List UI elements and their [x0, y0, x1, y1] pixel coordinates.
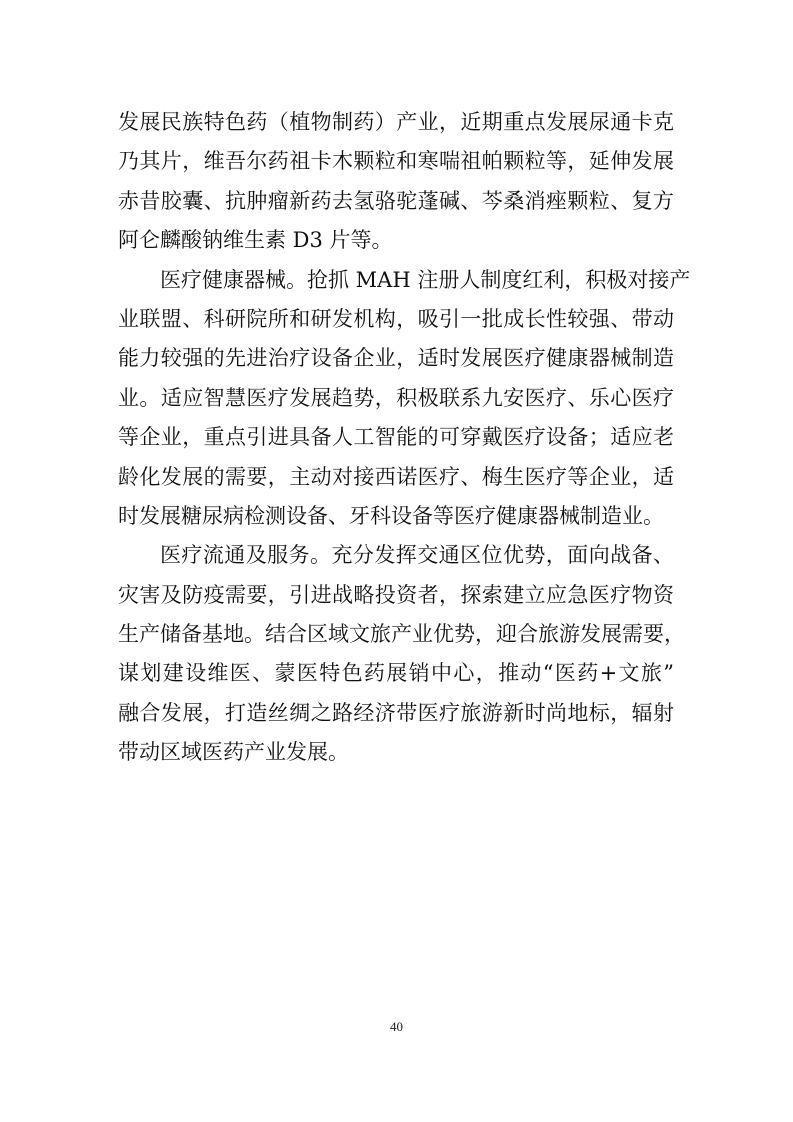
text-line: 等企业，重点引进具备人工智能的可穿戴医疗设备；适应老	[118, 425, 674, 450]
text-line: 乃其片，维吾尔药祖卡木颗粒和寒喘祖帕颗粒等，延伸发展	[118, 149, 674, 174]
page-number: 40	[390, 1019, 403, 1034]
text-line: 生产储备基地。结合区域文旅产业优势，迎合旅游发展需要，	[118, 622, 685, 647]
body-text	[118, 103, 691, 773]
text-line: 医疗流通及服务。充分发挥交通区位优势，面向战备、	[160, 543, 674, 568]
paragraph-medical-distribution	[118, 536, 685, 772]
text-line: 谋划建设维医、蒙医特色药展销中心，推动“医药+文旅”	[118, 661, 674, 686]
text-line: 业联盟、科研院所和研发机构，吸引一批成长性较强、带动	[118, 306, 674, 331]
text-line: 龄化发展的需要，主动对接西诺医疗、梅生医疗等企业，适	[118, 464, 674, 489]
text-line: 业。适应智慧医疗发展趋势，积极联系九安医疗、乐心医疗	[118, 385, 674, 410]
paragraph-medical-devices	[118, 261, 691, 537]
text-line: 融合发展，打造丝绸之路经济带医疗旅游新时尚地标，辐射	[118, 700, 674, 725]
text-line: 带动区域医药产业发展。	[118, 740, 349, 765]
text-line: 时发展糖尿病检测设备、牙科设备等医疗健康器械制造业。	[118, 503, 664, 528]
text-line: 发展民族特色药（植物制药）产业，近期重点发展尿通卡克	[118, 110, 674, 134]
text-line: 阿仑麟酸钠维生素 D3 片等。	[118, 228, 393, 253]
text-line: 赤昔胶囊、抗肿瘤新药去氢骆驼蓬碱、芩桑消痤颗粒、复方	[118, 188, 674, 213]
paragraph-ethnic-medicine	[118, 103, 674, 261]
text-line: 能力较强的先进治疗设备企业，适时发展医疗健康器械制造	[118, 346, 674, 371]
text-line: 灾害及防疫需要，引进战略投资者，探索建立应急医疗物资	[118, 582, 674, 607]
text-line: 医疗健康器械。抢抓 MAH 注册人制度红利，积极对接产	[160, 267, 691, 292]
